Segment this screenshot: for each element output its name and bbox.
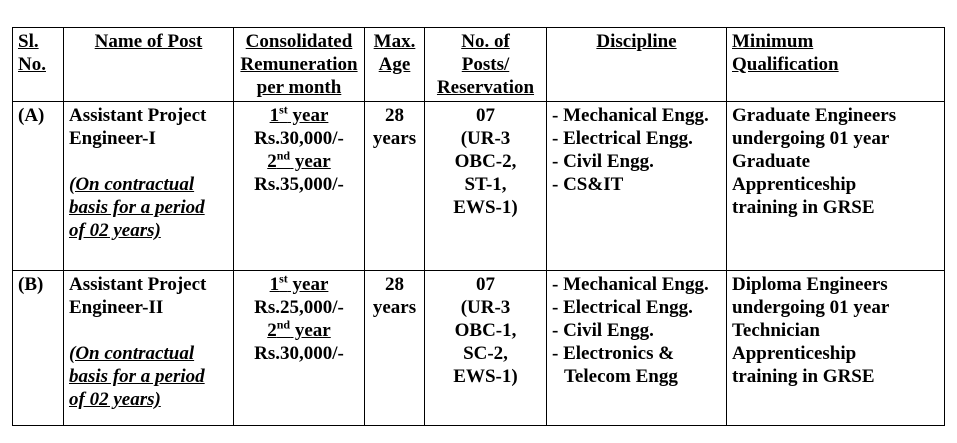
cell-posts-reservation: 07 (UR-3 OBC-2, ST-1, EWS-1) (425, 102, 547, 271)
header-remuneration: Consolidated Remuneration per month (234, 28, 365, 102)
cell-qualification: Graduate Engineers undergoing 01 year Graduate Apprenticeship training in GRSE (727, 102, 945, 271)
header-name-of-post: Name of Post (64, 28, 234, 102)
cell-max-age: 28 years (365, 102, 425, 271)
cell-max-age: 28 years (365, 271, 425, 426)
header-qualification: Minimum Qualification (727, 28, 945, 102)
cell-remuneration: 1st year Rs.25,000/- 2nd year Rs.30,000/- (234, 271, 365, 426)
cell-sl-no: (B) (13, 271, 64, 426)
table-row (13, 102, 945, 271)
header-discipline: Discipline (547, 28, 727, 102)
table-row (13, 271, 945, 426)
header-row (13, 28, 945, 102)
contract-note: (On contractual basis for a period of 02 years) (69, 343, 205, 410)
cell-sl-no: (A) (13, 102, 64, 271)
cell-post-name: Assistant Project Engineer-II (On contractual basis for a period of 02 years) (64, 271, 234, 426)
contract-note: (On contractual basis for a period of 02 years) (69, 174, 205, 241)
recruitment-table (12, 27, 945, 426)
cell-post-name: Assistant Project Engineer-I (On contractual basis for a period of 02 years) (64, 102, 234, 271)
cell-discipline: - Mechanical Engg. - Electrical Engg. - Civil Engg. - Electronics & Telecom Engg (547, 271, 727, 426)
cell-posts-reservation: 07 (UR-3 OBC-1, SC-2, EWS-1) (425, 271, 547, 426)
cell-remuneration: 1st year Rs.30,000/- 2nd year Rs.35,000/- (234, 102, 365, 271)
header-posts-reservation: No. of Posts/ Reservation (425, 28, 547, 102)
header-max-age: Max. Age (365, 28, 425, 102)
header-sl-no: Sl. No. (13, 28, 64, 102)
cell-discipline: - Mechanical Engg. - Electrical Engg. - Civil Engg. - CS&IT (547, 102, 727, 271)
cell-qualification: Diploma Engineers undergoing 01 year Technician Apprenticeship training in GRSE (727, 271, 945, 426)
